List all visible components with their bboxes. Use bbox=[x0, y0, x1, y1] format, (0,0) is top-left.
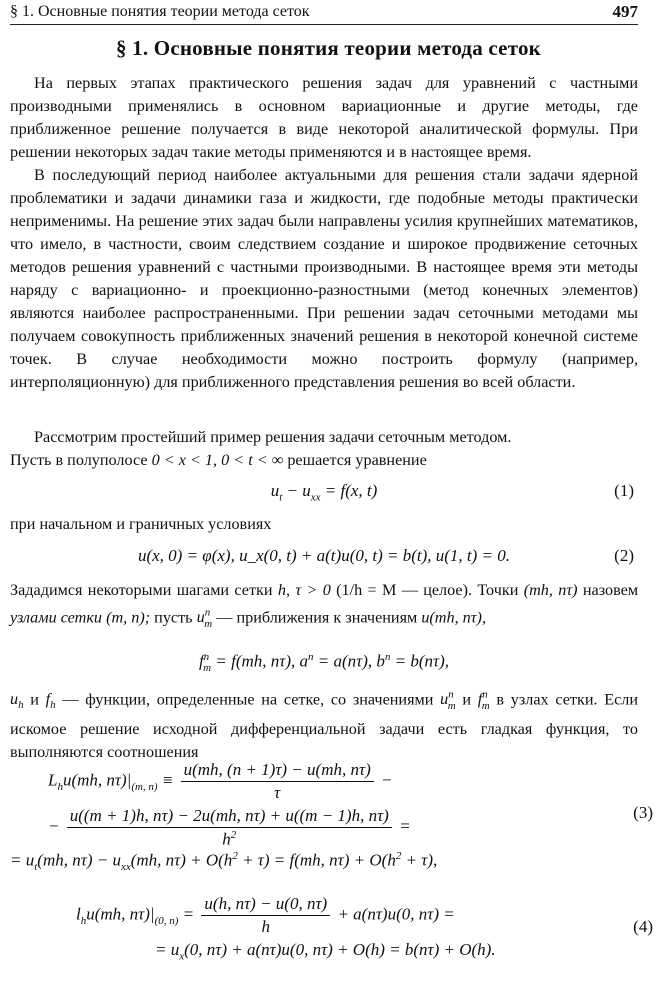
eq3-frac2 bbox=[67, 806, 392, 850]
eq4-tail: + a(nτ)u(0, nτ) = bbox=[333, 904, 455, 924]
eq3-l3c: (mh, nτ) + O(h bbox=[130, 850, 233, 870]
eq3-line1: $L_hu(mh$, $n\tau)|_{(m, n)}$ ≡ $\frac{u(mh, (n + 1)\tau) - u(mh, n\tau)}{\tau}$ − bbox=[48, 760, 393, 802]
eq4-l2b: (0, nτ) + a(nτ)u(0, nτ) + O(h) = b(nτ) + O(h). bbox=[184, 940, 496, 959]
eq3-line2 bbox=[48, 806, 411, 850]
p5-f: есть гладкая функция, то выполняются соотношения bbox=[10, 719, 639, 761]
equation-number-1: (1) bbox=[614, 481, 634, 500]
eq1-sub-t: t bbox=[279, 491, 283, 504]
equation-number-4: (4) bbox=[633, 917, 653, 936]
eq3-frac2-num: u((m + 1)h, nτ) − 2u(mh, nτ) + u((m − 1)h, nτ) bbox=[67, 806, 392, 828]
eq3-line3: = $u_t(mh$, $n\tau) - u_{xx}(mh$, $n\tau) + O(h^2 + \tau) = f(mh$, $n\tau) + O(h^2 + \tau)$, bbox=[10, 850, 438, 874]
p5-e: узлах сетки. Если искомое решение исходной дифференциальной задачи bbox=[10, 690, 639, 738]
body-text-4 bbox=[10, 579, 638, 636]
p4-a: Зададимся некоторыми шагами сетки bbox=[10, 581, 273, 599]
eq3-l3a: = u bbox=[10, 850, 35, 870]
eqf-rest3: = b(nτ), bbox=[390, 651, 450, 671]
eq4-frac bbox=[201, 894, 330, 937]
equation-1 bbox=[10, 481, 638, 505]
eq3-frac2-h: h bbox=[222, 829, 231, 849]
p5-a: и bbox=[30, 690, 39, 709]
p4-u: u bbox=[196, 608, 205, 627]
page-number: 497 bbox=[612, 2, 638, 21]
conditions-intro bbox=[10, 513, 638, 536]
p4-c: (1/h = M — целое). Точки bbox=[336, 581, 519, 599]
equation-grid-values: $f^n_m = f(mh$, nτ), $a^n = a(n\tau)$, $b^n = b(n\tau)$, bbox=[198, 651, 450, 675]
p4-b: h, τ > 0 bbox=[277, 581, 331, 599]
eq3-l3e: + τ), bbox=[401, 850, 438, 870]
eq4-frac-den: h bbox=[261, 917, 271, 936]
body-text-3 bbox=[10, 426, 638, 472]
paragraph-1: На первых этапах практического решения задач для уравнений с частными производными применялись в основном вариационные и другие методы, где приближенное решение получается в виде некоторой аналитической формулы. При решении некоторых задач такие методы применяются и в настоящее время. bbox=[10, 74, 638, 161]
equation-2 bbox=[10, 546, 638, 570]
p5-b: — функции, определенные на сетке, со значениями bbox=[62, 690, 434, 709]
p4-k: u(mh, nτ), bbox=[421, 608, 486, 627]
running-header-section: § 1. Основные понятия теории метода сеток bbox=[10, 3, 310, 20]
eqf-rest: = f(mh, nτ), a bbox=[211, 651, 309, 671]
eq1-minus-u: − u bbox=[282, 481, 311, 500]
eq4-line1: $l_hu(mh$, $n\tau)|_{(0, n)}$ = $\frac{u(h, n\tau) - u(0, n\tau)}{h}$ + a(nτ)u(0, nτ) = bbox=[76, 894, 455, 936]
paragraph-4: Зададимся некоторыми шагами сетки h, τ > 0 (1/h = M — целое). Точки (mh, nτ) назовем узлами сетки (m, n); пусть $u^n_m$ — приближения к значениям u(mh, nτ), bbox=[10, 581, 639, 630]
eq4-l2a: = u bbox=[155, 940, 180, 959]
eqf-f: f bbox=[198, 651, 204, 671]
eq1-rhs: = f(x, t) bbox=[320, 481, 378, 500]
paragraph-3-line1: Рассмотрим простейший пример решения задачи сеточным методом. bbox=[34, 428, 512, 446]
body-text-1 bbox=[10, 72, 638, 394]
p5-c: и bbox=[462, 690, 472, 709]
equation-number-2: (2) bbox=[614, 546, 634, 565]
eq3-frac1 bbox=[181, 760, 374, 803]
eq3-L: L bbox=[48, 770, 58, 790]
p4-h: пусть bbox=[154, 608, 193, 627]
paragraph-3-line2 bbox=[10, 449, 638, 472]
eq4-l: l bbox=[76, 904, 81, 924]
eq4-line2: = $u_x(0$, nτ) + a(nτ)u(0, nτ) + O(h) = b(nτ) + O(h). bbox=[155, 940, 496, 963]
eq3-l3d: + τ) = f(mh, nτ) + O(h bbox=[237, 850, 396, 870]
paragraph-5: $u_h$ и $f_h$ — функции, определенные на сетке, со значениями $u^n_m$ и $f^n_m$ в узлах сетки. Если искомое решение исходной дифференциальной задачи есть гладкая функция, то выполняются соотношения bbox=[10, 689, 639, 761]
eq3-frac1-num: u(mh, (n + 1)τ) − u(mh, nτ) bbox=[181, 760, 374, 782]
eq4-frac-num: u(h, nτ) − u(0, nτ) bbox=[201, 894, 330, 916]
eq3-lhs2: u(mh, nτ)| bbox=[62, 770, 132, 790]
section-title: § 1. Основные понятия теории метода сеток bbox=[116, 36, 541, 60]
p4-j: — приближения к значениям bbox=[216, 608, 418, 627]
paragraph-2: В последующий период наиболее актуальными для решения стали задачи ядерной проблематики и задачи динамики газа и жидкости, где подобные методы практически неприменимы. На решение этих задач были направлены усилия крупнейших математиков, что имело, в частности, своим следствием создание и широкое продвижение сеточных методов решения уравнений с частными производными. В настоящее время эти методы наряду с вариационно- и проекционно-разностными (метод конечных элементов) являются наиболее распространенными. При решении задач сеточными методами мы получаем совокупность приближенных значений решения в некоторой конечной системе точек. В случае необходимости можно построить формулу (например, интерполяционную) для приближенного представления решения во всей области. bbox=[10, 166, 638, 391]
eq3-lead2: − bbox=[48, 816, 60, 836]
eq3-frac1-den: τ bbox=[274, 783, 281, 802]
eqf-rest2: = a(nτ), b bbox=[313, 651, 385, 671]
eq4-lhs2: u(mh, nτ)| bbox=[86, 904, 155, 924]
eq1-u: u bbox=[270, 481, 280, 500]
eq3-tail2: = bbox=[394, 816, 411, 836]
p5-d: в bbox=[496, 690, 505, 709]
eq3-equiv: ≡ bbox=[157, 770, 174, 790]
eq3-tail1: − bbox=[376, 770, 393, 790]
running-header bbox=[10, 2, 638, 25]
eq4-eq: = bbox=[178, 904, 195, 924]
p4-g: (m, n); bbox=[106, 608, 151, 627]
body-text-5 bbox=[10, 684, 638, 764]
eq2-text: u(x, 0) = φ(x), u_x(0, t) + a(t)u(0, t) = b(t), u(1, t) = 0. bbox=[137, 546, 511, 565]
equation-number-3: (3) bbox=[633, 803, 653, 822]
para3-math: 0 < x < 1, 0 < t < ∞ bbox=[151, 451, 284, 469]
para3-text-a: Пусть в полуполосе bbox=[10, 451, 148, 469]
p4-term-nodes: узлами сетки bbox=[10, 608, 103, 627]
conditions-intro-text: при начальном и граничных условиях bbox=[10, 515, 272, 533]
eq3-l3b: (mh, nτ) − u bbox=[37, 850, 121, 870]
p4-d: (mh, nτ) bbox=[523, 581, 578, 599]
p4-e: назовем bbox=[582, 581, 639, 599]
para3-text-b: решается уравнение bbox=[287, 451, 427, 469]
eq1-sub-xx: xx bbox=[310, 491, 321, 504]
eq3-frac2-den: $h^2$ bbox=[222, 829, 237, 849]
